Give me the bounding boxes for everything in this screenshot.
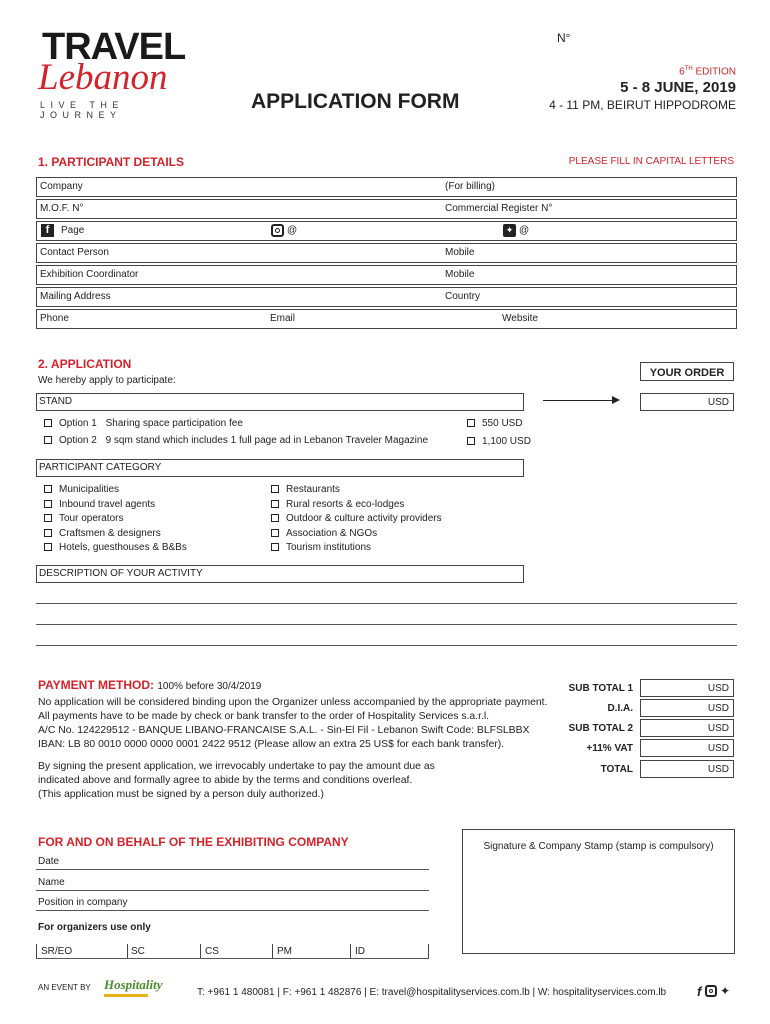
company-label: Company [40, 181, 83, 192]
category-checkbox[interactable] [271, 500, 279, 508]
social-row[interactable] [36, 221, 737, 241]
form-title: APPLICATION FORM [251, 90, 460, 113]
footer-contact: T: +961 1 480081 | F: +961 1 482876 | E: travel@hospitalityservices.com.lb | W: hospitalityservices.com.lb [197, 987, 667, 998]
category-inbound[interactable] [44, 499, 155, 510]
vat-usd: USD [707, 743, 729, 754]
option1-price-label: 550 USD [482, 418, 523, 429]
category-outdoor[interactable] [271, 513, 442, 524]
contact-person-label: Contact Person [40, 247, 109, 258]
category-craftsmen[interactable] [44, 528, 161, 539]
payment-p2: All payments have to be made by check or bank transfer to the order of Hospitality Services s.a.r.l. [38, 711, 490, 722]
section1-title: 1. PARTICIPANT DETAILS [38, 155, 185, 169]
org-bar-0 [36, 944, 37, 958]
coordinator-row[interactable] [36, 265, 737, 285]
option1[interactable] [44, 418, 243, 429]
instagram-at: @ [287, 225, 298, 236]
date-field[interactable] [36, 856, 429, 870]
date-label: Date [38, 856, 60, 867]
signoff-title: FOR AND ON BEHALF OF THE EXHIBITING COMPANY [38, 835, 349, 849]
category-tourism-institutions[interactable] [271, 542, 371, 553]
payment-p4: IBAN: LB 80 0010 0000 0000 0001 2422 9512 (Please allow an extra 25 US$ for each bank transfer). [38, 739, 505, 750]
subtotal2-usd: USD [707, 723, 729, 734]
subtotal2-box[interactable] [640, 719, 734, 737]
org-col-sc[interactable]: SC [131, 946, 145, 957]
payment-method-note: 100% before 30/4/2019 [157, 681, 262, 692]
dia-box[interactable] [640, 699, 734, 717]
stand-usd-box[interactable] [640, 393, 734, 411]
edition-suffix: TH [684, 66, 693, 72]
category-label: Hotels, guesthouses & B&Bs [59, 542, 187, 553]
email-label: Email [270, 313, 296, 324]
total-usd: USD [707, 764, 729, 775]
category-label: Tourism institutions [286, 542, 372, 553]
event-dates: 5 - 8 JUNE, 2019 [620, 79, 736, 96]
category-checkbox[interactable] [44, 543, 52, 551]
section2-title: 2. APPLICATION [38, 357, 132, 371]
coordinator-label: Exhibition Coordinator [40, 269, 139, 280]
subtotal2-label: SUB TOTAL 2 [568, 723, 633, 734]
signature-box[interactable] [462, 829, 735, 954]
option1-label: Option 1 [59, 418, 97, 429]
your-order-box [640, 362, 734, 381]
mobile-label-1: Mobile [445, 247, 475, 258]
category-checkbox[interactable] [271, 485, 279, 493]
for-billing-label: (For billing) [445, 181, 496, 192]
section2-subtitle: We hereby apply to participate: [38, 375, 176, 386]
page-label: Page [61, 225, 85, 236]
category-checkbox[interactable] [44, 529, 52, 537]
footer-social [695, 984, 735, 998]
website-label: Website [502, 313, 538, 324]
commercial-register-label: Commercial Register N° [445, 203, 553, 214]
payment-p5: By signing the present application, we irrevocably undertake to pay the amount due as [38, 761, 435, 772]
logo [36, 26, 196, 120]
stand-usd: USD [707, 397, 729, 408]
facebook-icon: f [41, 224, 54, 237]
event-time-venue: 4 - 11 PM, BEIRUT HIPPODROME [549, 98, 736, 112]
option2-desc: 9 sqm stand which includes 1 full page ad in Lebanon Traveler Magazine [105, 435, 429, 446]
category-tour-operators[interactable] [44, 513, 123, 524]
description-label: DESCRIPTION OF YOUR ACTIVITY [39, 568, 203, 579]
dia-label: D.I.A. [607, 703, 633, 714]
payment-text [38, 696, 558, 802]
subtotal1-usd: USD [707, 683, 729, 694]
category-row [36, 459, 524, 477]
your-order-label: YOUR ORDER [649, 367, 725, 379]
twitter-icon: ✦ [503, 224, 516, 237]
edition [679, 66, 736, 77]
footer-facebook-icon[interactable]: f [697, 984, 702, 999]
footer-twitter-icon[interactable]: ✦ [720, 984, 731, 998]
hospitality-logo-bar [104, 994, 148, 997]
total-label: TOTAL [600, 764, 633, 775]
option2[interactable] [44, 435, 428, 446]
company-row[interactable] [36, 177, 737, 197]
dia-usd: USD [707, 703, 729, 714]
form-number-label: N° [557, 31, 571, 45]
category-label: Inbound travel agents [59, 499, 156, 510]
mof-row[interactable] [36, 199, 737, 219]
category-label: PARTICIPANT CATEGORY [39, 462, 162, 473]
category-rural-resorts[interactable] [271, 499, 404, 510]
mof-label: M.O.F. N° [40, 203, 84, 214]
description-row[interactable] [36, 565, 524, 583]
payment-p1: No application will be considered binding upon the Organizer unless accompanied by the appropriate payment. [38, 697, 548, 708]
category-hotels[interactable] [44, 542, 187, 553]
edition-word: EDITION [695, 66, 736, 78]
org-bar-1 [127, 944, 128, 958]
vat-label: +11% VAT [586, 743, 633, 754]
footer-instagram-icon[interactable] [705, 985, 717, 997]
logo-script: Lebanon [38, 57, 168, 98]
stand-row [36, 393, 524, 411]
description-line-2[interactable] [36, 624, 737, 625]
category-checkbox[interactable] [44, 514, 52, 522]
option1-price[interactable] [467, 418, 523, 429]
logo-tagline: LIVE THE JOURNEY [40, 100, 124, 120]
subtotal1-label: SUB TOTAL 1 [568, 683, 633, 694]
edition-number: 6 [679, 66, 685, 78]
description-line-3[interactable] [36, 645, 737, 646]
category-label: Outdoor & culture activity providers [286, 513, 442, 524]
category-checkbox[interactable] [44, 485, 52, 493]
position-label: Position in company [38, 897, 128, 908]
country-label: Country [445, 291, 481, 302]
total-box[interactable] [640, 760, 734, 778]
category-label: Association & NGOs [286, 528, 378, 539]
address-row[interactable] [36, 287, 737, 307]
subtotal1-box[interactable] [640, 679, 734, 697]
category-ngos[interactable] [271, 528, 377, 539]
org-col-pm[interactable]: PM [277, 946, 292, 957]
org-bar-5 [428, 944, 429, 958]
payment-p7: (This application must be signed by a person duly authorized.) [38, 789, 324, 800]
option1-desc: Sharing space participation fee [105, 418, 243, 429]
category-label: Restaurants [286, 484, 340, 495]
option2-label: Option 2 [59, 435, 97, 446]
org-bar-4 [350, 944, 351, 958]
arrow-icon [543, 400, 617, 401]
description-line-1[interactable] [36, 603, 737, 604]
logo-top: TRAVEL [42, 26, 186, 68]
position-field[interactable] [36, 897, 429, 911]
org-baseline [36, 958, 429, 959]
option2-price-label: 1,100 USD [482, 436, 531, 447]
org-col-sreo[interactable]: SR/EO [41, 946, 73, 957]
category-label: Tour operators [59, 513, 124, 524]
hospitality-logo-text: Hospitality [104, 977, 163, 992]
twitter-at: @ [519, 225, 530, 236]
org-col-cs[interactable]: CS [205, 946, 219, 957]
category-label: Rural resorts & eco-lodges [286, 499, 405, 510]
option2-checkbox[interactable] [44, 436, 52, 444]
name-label: Name [38, 877, 65, 888]
category-restaurants[interactable] [271, 484, 340, 495]
payment-p6: indicated above and formally agree to abide by the terms and conditions overleaf. [38, 775, 413, 786]
organizers-label: For organizers use only [38, 922, 151, 933]
org-bar-2 [200, 944, 201, 958]
event-by-label: AN EVENT BY [38, 983, 91, 992]
payment-title [38, 678, 261, 692]
category-label: Craftsmen & designers [59, 528, 161, 539]
option2-price-checkbox[interactable] [467, 437, 475, 445]
category-checkbox[interactable] [44, 500, 52, 508]
contact-row[interactable] [36, 243, 737, 263]
org-bar-3 [272, 944, 273, 958]
category-label: Municipalities [59, 484, 120, 495]
mailing-address-label: Mailing Address [40, 291, 111, 302]
phone-label: Phone [40, 313, 69, 324]
hospitality-logo [104, 977, 172, 1001]
category-checkbox[interactable] [271, 514, 279, 522]
signature-label: Signature & Company Stamp (stamp is compulsory) [483, 841, 714, 852]
payment-p3: A/C No. 124229512 - BANQUE LIBANO-FRANCAISE S.A.L. - Sin-El Fil - Lebanon Swift Code: BLFSLBBX [38, 725, 530, 736]
phone-row[interactable] [36, 309, 737, 329]
option2-price[interactable] [467, 436, 531, 447]
arrow-head [612, 396, 620, 404]
category-checkbox[interactable] [271, 543, 279, 551]
mobile-label-2: Mobile [445, 269, 475, 280]
option1-checkbox[interactable] [44, 419, 52, 427]
category-checkbox[interactable] [271, 529, 279, 537]
instagram-icon [271, 224, 284, 237]
stand-label: STAND [39, 396, 73, 407]
vat-box[interactable] [640, 739, 734, 757]
option1-price-checkbox[interactable] [467, 419, 475, 427]
name-field[interactable] [36, 877, 429, 891]
org-col-id[interactable]: ID [355, 946, 365, 957]
capital-letters-note: PLEASE FILL IN CAPITAL LETTERS [568, 156, 734, 167]
category-municipalities[interactable] [44, 484, 119, 495]
payment-method-label: PAYMENT METHOD: [38, 678, 155, 692]
